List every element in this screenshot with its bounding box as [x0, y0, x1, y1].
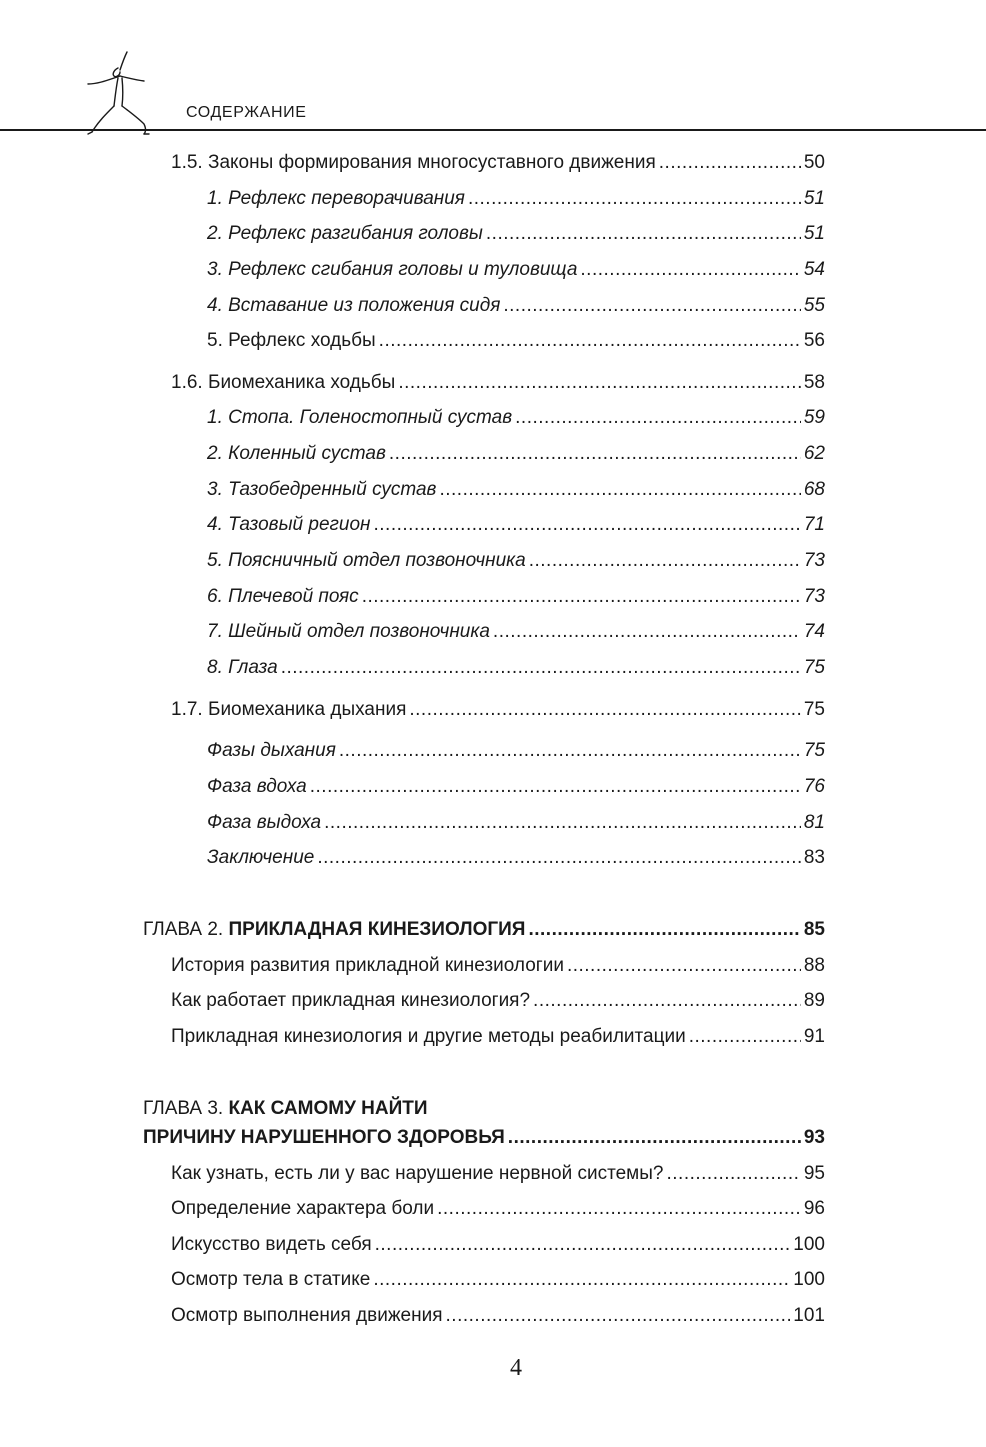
- chapter-title-line1: КАК САМОМУ НАЙТИ: [228, 1098, 428, 1119]
- toc-entry-page: 88: [803, 955, 825, 976]
- toc-subentry-page: 56: [803, 330, 825, 351]
- dot-leader: [375, 1233, 791, 1257]
- toc-subentry[interactable]: [207, 846, 825, 870]
- dancer-figure-icon: [70, 48, 160, 138]
- toc-subentry[interactable]: [207, 478, 825, 502]
- toc-entry[interactable]: [171, 1162, 825, 1186]
- toc-entry[interactable]: [171, 1304, 825, 1328]
- toc-subentry-label: 3. Рефлекс сгибания головы и туловища: [207, 259, 578, 280]
- toc-entry-page: 91: [803, 1026, 825, 1047]
- toc-entry-page: 95: [803, 1163, 825, 1184]
- toc-subentry-label: Фаза выдоха: [207, 812, 322, 833]
- dot-leader: [409, 698, 801, 722]
- toc-subentry[interactable]: [207, 811, 825, 835]
- toc-entry-page: 50: [803, 152, 825, 173]
- dot-leader: [515, 406, 801, 430]
- dot-leader: [508, 1126, 801, 1150]
- chapter-title: ПРИКЛАДНАЯ КИНЕЗИОЛОГИЯ: [228, 919, 526, 940]
- toc-subentry-page: 68: [803, 479, 825, 500]
- header-rule: [0, 129, 986, 131]
- dot-leader: [493, 620, 801, 644]
- toc-subentry[interactable]: [207, 513, 825, 537]
- toc-entry[interactable]: [171, 1197, 825, 1221]
- toc-subentry-page: 75: [803, 740, 825, 761]
- toc-entry-label: Как работает прикладная кинезиология?: [171, 990, 531, 1011]
- toc-subentry[interactable]: [207, 549, 825, 573]
- dot-leader: [580, 258, 800, 282]
- toc-entry-label: Искусство видеть себя: [171, 1234, 372, 1255]
- toc-subentry-label: 4. Тазовый регион: [207, 514, 371, 535]
- toc-subentry-label: 8. Глаза: [207, 657, 278, 678]
- toc-subentry-label: Фаза вдоха: [207, 776, 307, 797]
- toc-entry-page: 89: [803, 990, 825, 1011]
- toc-entry-label: Осмотр тела в статике: [171, 1269, 371, 1290]
- toc-entry-page: 75: [803, 699, 825, 720]
- toc-entry[interactable]: [171, 954, 825, 978]
- toc-subentry-label: 7. Шейный отдел позвоночника: [207, 621, 490, 642]
- toc-subentry-page: 54: [803, 259, 825, 280]
- toc-entry-label: 1.7. Биомеханика дыхания: [171, 699, 407, 720]
- toc-subentry-label: 5. Поясничный отдел позвоночника: [207, 550, 526, 571]
- toc-entry-page: 96: [803, 1198, 825, 1219]
- dot-leader: [439, 478, 800, 502]
- toc-subentry-label: 2. Коленный сустав: [207, 443, 386, 464]
- toc-subentry-label: 6. Плечевой пояс: [207, 586, 359, 607]
- toc-subentry-page: 55: [803, 295, 825, 316]
- toc-subentry-label: 1. Рефлекс переворачивания: [207, 188, 465, 209]
- toc-entry[interactable]: [171, 1233, 825, 1257]
- toc-subentry-page: 73: [803, 550, 825, 571]
- toc-entry-label: История развития прикладной кинезиологии: [171, 955, 564, 976]
- toc-subentry-page: 81: [803, 812, 825, 833]
- dot-leader: [689, 1025, 801, 1049]
- dot-leader: [666, 1162, 800, 1186]
- toc-entry[interactable]: [171, 1025, 825, 1049]
- toc-entry-page: 100: [793, 1234, 825, 1255]
- toc-subentry-label: 4. Вставание из положения сидя: [207, 295, 501, 316]
- toc-subentry[interactable]: [207, 620, 825, 644]
- toc-subentry-page: 71: [803, 514, 825, 535]
- toc-entry[interactable]: [171, 1268, 825, 1292]
- toc-subentry[interactable]: [207, 775, 825, 799]
- toc-subentry[interactable]: [207, 329, 825, 353]
- chapter-title-line2: ПРИЧИНУ НАРУШЕННОГО ЗДОРОВЬЯ: [143, 1127, 505, 1148]
- toc-entry-label: Осмотр выполнения движения: [171, 1305, 443, 1326]
- toc-entry-page: 100: [793, 1269, 825, 1290]
- toc-subentry-page: 74: [803, 621, 825, 642]
- toc-subentry-label: 2. Рефлекс разгибания головы: [207, 223, 483, 244]
- toc-subentry-label: Заключение: [207, 847, 315, 868]
- dot-leader: [389, 442, 801, 466]
- toc-subentry-page: 73: [803, 586, 825, 607]
- toc-subentry-page: 51: [803, 188, 825, 209]
- dot-leader: [374, 513, 801, 537]
- dot-leader: [324, 811, 801, 835]
- toc-chapter-2[interactable]: [143, 918, 825, 942]
- toc-subentry-label: 1. Стопа. Голеностопный сустав: [207, 407, 513, 428]
- toc-subentry-page: 83: [803, 847, 825, 868]
- dot-leader: [373, 1268, 790, 1292]
- dot-leader: [379, 329, 801, 353]
- dot-leader: [398, 371, 801, 395]
- toc-chapter-3[interactable]: [143, 1126, 825, 1150]
- toc-entry-label: 1.6. Биомеханика ходьбы: [171, 372, 396, 393]
- toc-subentry[interactable]: [207, 294, 825, 318]
- dot-leader: [362, 585, 801, 609]
- chapter-prefix: ГЛАВА 2.: [143, 919, 229, 940]
- page-number: 4: [510, 1355, 522, 1381]
- toc-entry-page: 58: [803, 372, 825, 393]
- chapter-page: 93: [803, 1127, 825, 1148]
- dot-leader: [503, 294, 800, 318]
- toc-subentry[interactable]: [207, 739, 825, 763]
- dot-leader: [310, 775, 801, 799]
- toc-chapter-3-line1[interactable]: [143, 1097, 428, 1121]
- dot-leader: [528, 918, 800, 942]
- dot-leader: [281, 656, 801, 680]
- toc-subentry[interactable]: [207, 258, 825, 282]
- toc-entry[interactable]: [171, 151, 825, 175]
- toc-entry-page: 101: [793, 1305, 825, 1326]
- dot-leader: [486, 222, 801, 246]
- running-header: СОДЕРЖАНИЕ: [186, 104, 307, 121]
- toc-subentry[interactable]: [207, 187, 825, 211]
- toc-entry[interactable]: [171, 371, 825, 395]
- toc-subentry[interactable]: [207, 656, 825, 680]
- toc-subentry-page: 51: [803, 223, 825, 244]
- toc-subentry[interactable]: [207, 585, 825, 609]
- dot-leader: [533, 989, 801, 1013]
- dot-leader: [437, 1197, 801, 1221]
- chapter-page: 85: [803, 919, 825, 940]
- dot-leader: [567, 954, 801, 978]
- toc-subentry-label: 3. Тазобедренный сустав: [207, 479, 437, 500]
- dot-leader: [468, 187, 801, 211]
- toc-subentry-page: 76: [803, 776, 825, 797]
- toc-subentry[interactable]: [207, 222, 825, 246]
- dot-leader: [446, 1304, 791, 1328]
- toc-entry[interactable]: [171, 989, 825, 1013]
- dot-leader: [339, 739, 801, 763]
- toc-subentry-page: 62: [803, 443, 825, 464]
- toc-entry-label: Прикладная кинезиология и другие методы реабилитации: [171, 1026, 686, 1047]
- chapter-prefix: ГЛАВА 3.: [143, 1098, 229, 1119]
- toc-subentry-page: 59: [803, 407, 825, 428]
- toc-entry-label: Определение характера боли: [171, 1198, 435, 1219]
- toc-entry-label: Как узнать, есть ли у вас нарушение нервной системы?: [171, 1163, 664, 1184]
- toc-entry[interactable]: [171, 698, 825, 722]
- toc-subentry-label: 5. Рефлекс ходьбы: [207, 330, 376, 351]
- toc-subentry[interactable]: [207, 442, 825, 466]
- toc-subentry[interactable]: [207, 406, 825, 430]
- toc-subentry-label: Фазы дыхания: [207, 740, 336, 761]
- toc-entry-label: 1.5. Законы формирования многосуставного движения: [171, 152, 656, 173]
- toc-subentry-page: 75: [803, 657, 825, 678]
- dot-leader: [317, 846, 801, 870]
- dot-leader: [529, 549, 801, 573]
- dot-leader: [659, 151, 801, 175]
